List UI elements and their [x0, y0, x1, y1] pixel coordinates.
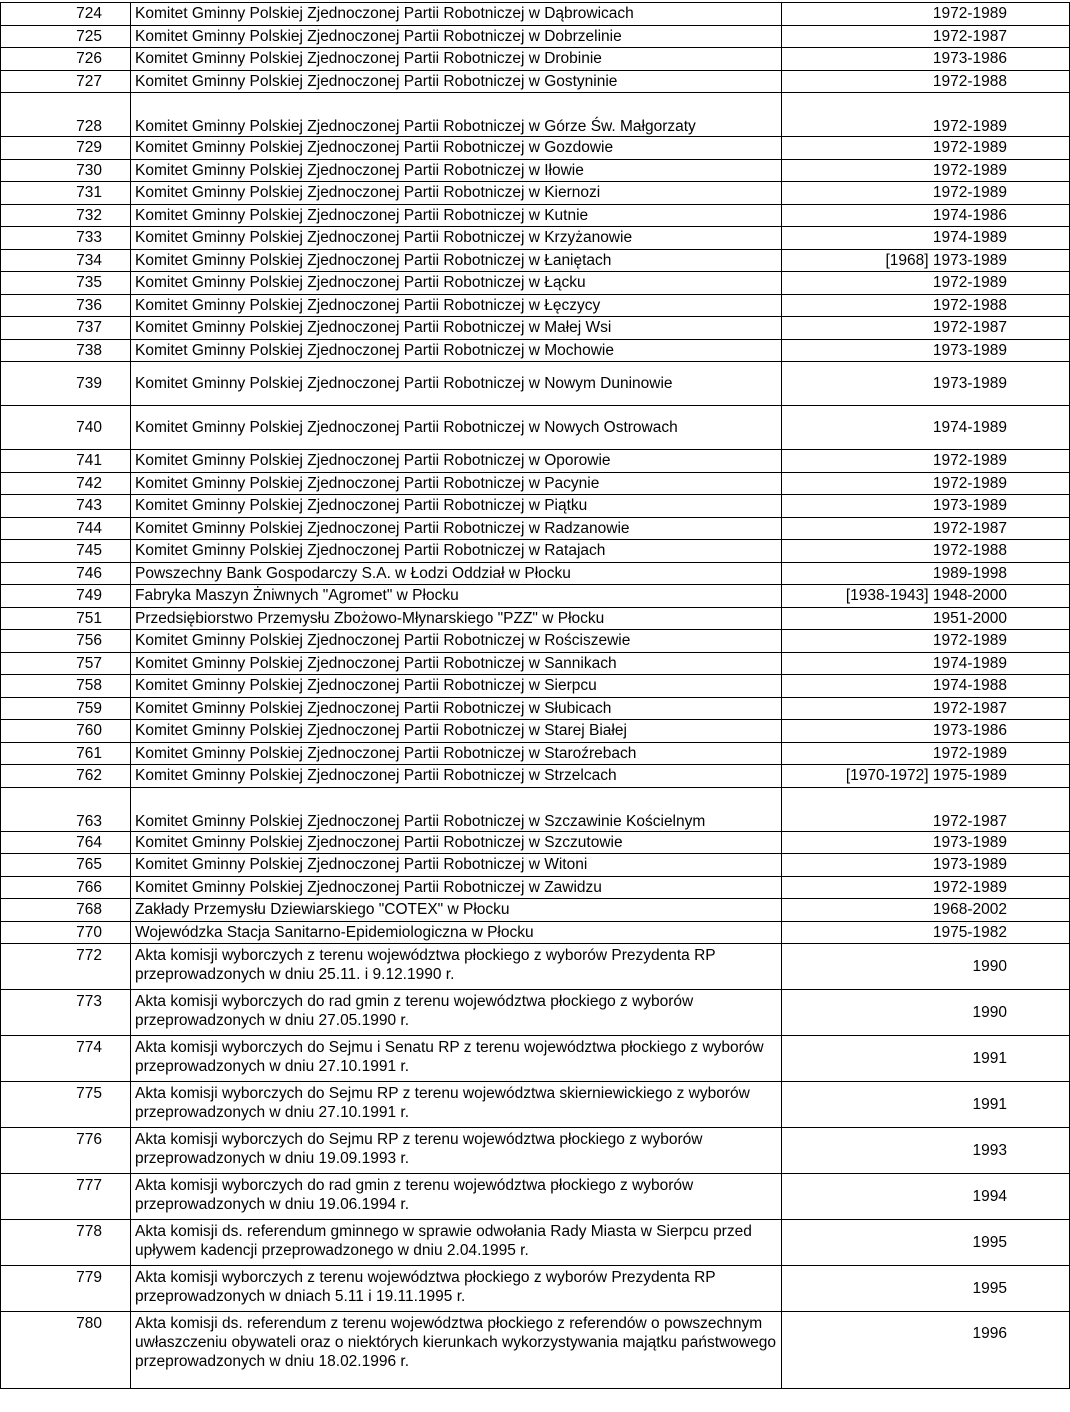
table-row	[1, 182, 1070, 205]
table-row	[1, 630, 1070, 653]
fonds-number-cell: 728	[1, 93, 131, 137]
table-row	[1, 854, 1070, 877]
fonds-name-cell: Akta komisji wyborczych z terenu województwa płockiego z wyborów Prezydenta RP przeprowadzonych w dniach 5.11 i 19.11.1995 r.	[131, 1266, 782, 1312]
table-row	[1, 137, 1070, 160]
fonds-dates-cell: 1951-2000	[782, 607, 1070, 630]
fonds-number-cell: 779	[1, 1266, 131, 1312]
fonds-number-cell: 733	[1, 227, 131, 250]
table-row	[1, 159, 1070, 182]
table-row	[1, 93, 1070, 137]
fonds-dates-cell: 1995	[782, 1266, 1070, 1312]
table-row	[1, 450, 1070, 473]
fonds-number-cell: 760	[1, 720, 131, 743]
fonds-dates-cell: 1973-1989	[782, 854, 1070, 877]
fonds-dates-cell: 1972-1987	[782, 317, 1070, 340]
fonds-number-cell: 756	[1, 630, 131, 653]
table-row	[1, 876, 1070, 899]
table-row	[1, 607, 1070, 630]
fonds-number-cell: 734	[1, 249, 131, 272]
fonds-number-cell: 732	[1, 204, 131, 227]
fonds-dates-cell: 1972-1989	[782, 272, 1070, 295]
fonds-dates-cell: 1968-2002	[782, 899, 1070, 922]
table-row	[1, 1082, 1070, 1128]
table-row	[1, 652, 1070, 675]
fonds-name-cell: Komitet Gminny Polskiej Zjednoczonej Partii Robotniczej w Witoni	[131, 854, 782, 877]
fonds-dates-cell: 1989-1998	[782, 562, 1070, 585]
fonds-name-cell: Akta komisji wyborczych do Sejmu RP z terenu województwa skierniewickiego z wyborów przeprowadzonych w dniu 27.10.1991 r.	[131, 1082, 782, 1128]
fonds-number-cell: 763	[1, 787, 131, 831]
fonds-dates-cell: 1972-1989	[782, 3, 1070, 26]
fonds-name-cell: Komitet Gminny Polskiej Zjednoczonej Partii Robotniczej w Dąbrowicach	[131, 3, 782, 26]
fonds-name-cell: Wojewódzka Stacja Sanitarno-Epidemiologiczna w Płocku	[131, 921, 782, 944]
fonds-dates-cell: 1972-1988	[782, 70, 1070, 93]
table-row	[1, 765, 1070, 788]
fonds-number-cell: 764	[1, 831, 131, 854]
fonds-dates-cell: 1973-1986	[782, 720, 1070, 743]
fonds-dates-cell: 1994	[782, 1174, 1070, 1220]
fonds-name-cell: Komitet Gminny Polskiej Zjednoczonej Partii Robotniczej w Strzelcach	[131, 765, 782, 788]
fonds-number-cell: 742	[1, 472, 131, 495]
fonds-dates-cell: [1968] 1973-1989	[782, 249, 1070, 272]
fonds-dates-cell: 1972-1989	[782, 137, 1070, 160]
fonds-name-cell: Komitet Gminny Polskiej Zjednoczonej Partii Robotniczej w Słubicach	[131, 697, 782, 720]
fonds-number-cell: 749	[1, 585, 131, 608]
fonds-name-cell: Powszechny Bank Gospodarczy S.A. w Łodzi Oddział w Płocku	[131, 562, 782, 585]
fonds-name-cell: Zakłady Przemysłu Dziewiarskiego "COTEX" w Płocku	[131, 899, 782, 922]
fonds-name-cell: Komitet Gminny Polskiej Zjednoczonej Partii Robotniczej w Łęczycy	[131, 294, 782, 317]
table-row	[1, 272, 1070, 295]
fonds-number-cell: 726	[1, 48, 131, 71]
fonds-dates-cell: 1972-1988	[782, 294, 1070, 317]
fonds-number-cell: 762	[1, 765, 131, 788]
fonds-dates-cell: 1993	[782, 1128, 1070, 1174]
fonds-name-cell: Fabryka Maszyn Żniwnych "Agromet" w Płocku	[131, 585, 782, 608]
fonds-number-cell: 770	[1, 921, 131, 944]
fonds-dates-cell: 1974-1988	[782, 675, 1070, 698]
fonds-name-cell: Komitet Gminny Polskiej Zjednoczonej Partii Robotniczej w Kutnie	[131, 204, 782, 227]
fonds-dates-cell: 1972-1989	[782, 450, 1070, 473]
table-row	[1, 899, 1070, 922]
fonds-number-cell: 766	[1, 876, 131, 899]
fonds-name-cell: Komitet Gminny Polskiej Zjednoczonej Partii Robotniczej w Nowych Ostrowach	[131, 406, 782, 450]
fonds-number-cell: 765	[1, 854, 131, 877]
fonds-number-cell: 737	[1, 317, 131, 340]
table-row	[1, 1128, 1070, 1174]
fonds-number-cell: 729	[1, 137, 131, 160]
archive-fonds-table-body	[1, 3, 1070, 1389]
fonds-name-cell: Komitet Gminny Polskiej Zjednoczonej Partii Robotniczej w Gozdowie	[131, 137, 782, 160]
fonds-number-cell: 758	[1, 675, 131, 698]
fonds-number-cell: 738	[1, 339, 131, 362]
fonds-dates-cell: 1973-1989	[782, 362, 1070, 406]
table-row	[1, 1266, 1070, 1312]
fonds-dates-cell: 1990	[782, 990, 1070, 1036]
table-row	[1, 249, 1070, 272]
table-row	[1, 48, 1070, 71]
table-row	[1, 1036, 1070, 1082]
fonds-name-cell: Akta komisji ds. referendum z terenu województwa płockiego z referendów o powszechnym uwłaszczeniu obywateli oraz o niektórych kierunkach wykorzystywania majątku państwowego przeprowadzonych w dniu 18.02.1996 r.	[131, 1312, 782, 1389]
table-row	[1, 787, 1070, 831]
fonds-dates-cell: 1972-1989	[782, 472, 1070, 495]
fonds-dates-cell: 1991	[782, 1082, 1070, 1128]
fonds-name-cell: Akta komisji wyborczych do rad gmin z terenu województwa płockiego z wyborów przeprowadzonych w dniu 27.05.1990 r.	[131, 990, 782, 1036]
fonds-dates-cell: 1973-1986	[782, 48, 1070, 71]
fonds-name-cell: Komitet Gminny Polskiej Zjednoczonej Partii Robotniczej w Małej Wsi	[131, 317, 782, 340]
table-row	[1, 472, 1070, 495]
fonds-name-cell: Akta komisji wyborczych do Sejmu i Senatu RP z terenu województwa płockiego z wyborów przeprowadzonych w dniu 27.10.1991 r.	[131, 1036, 782, 1082]
fonds-name-cell: Komitet Gminny Polskiej Zjednoczonej Partii Robotniczej w Radzanowie	[131, 517, 782, 540]
fonds-number-cell: 725	[1, 25, 131, 48]
table-row	[1, 944, 1070, 990]
table-row	[1, 3, 1070, 26]
table-row	[1, 204, 1070, 227]
fonds-name-cell: Komitet Gminny Polskiej Zjednoczonej Partii Robotniczej w Szczawinie Kościelnym	[131, 787, 782, 831]
table-row	[1, 25, 1070, 48]
fonds-name-cell: Akta komisji wyborczych do rad gmin z terenu województwa płockiego z wyborów przeprowadzonych w dniu 19.06.1994 r.	[131, 1174, 782, 1220]
fonds-number-cell: 772	[1, 944, 131, 990]
fonds-dates-cell: 1972-1989	[782, 630, 1070, 653]
fonds-dates-cell: 1991	[782, 1036, 1070, 1082]
fonds-dates-cell: 1972-1989	[782, 742, 1070, 765]
table-row	[1, 70, 1070, 93]
archive-fonds-table	[0, 2, 1070, 1389]
fonds-number-cell: 759	[1, 697, 131, 720]
table-row	[1, 585, 1070, 608]
fonds-dates-cell: 1972-1987	[782, 787, 1070, 831]
fonds-number-cell: 746	[1, 562, 131, 585]
fonds-number-cell: 736	[1, 294, 131, 317]
fonds-dates-cell: 1974-1989	[782, 227, 1070, 250]
fonds-number-cell: 744	[1, 517, 131, 540]
fonds-number-cell: 776	[1, 1128, 131, 1174]
table-row	[1, 495, 1070, 518]
fonds-dates-cell: 1972-1989	[782, 182, 1070, 205]
fonds-name-cell: Przedsiębiorstwo Przemysłu Zbożowo-Młynarskiego "PZZ" w Płocku	[131, 607, 782, 630]
fonds-number-cell: 727	[1, 70, 131, 93]
fonds-number-cell: 735	[1, 272, 131, 295]
table-row	[1, 720, 1070, 743]
fonds-number-cell: 778	[1, 1220, 131, 1266]
fonds-dates-cell: 1995	[782, 1220, 1070, 1266]
fonds-dates-cell: 1972-1989	[782, 159, 1070, 182]
table-row	[1, 1174, 1070, 1220]
fonds-dates-cell: 1974-1989	[782, 652, 1070, 675]
fonds-number-cell: 773	[1, 990, 131, 1036]
fonds-dates-cell: 1996	[782, 1312, 1070, 1389]
fonds-name-cell: Komitet Gminny Polskiej Zjednoczonej Partii Robotniczej w Starej Białej	[131, 720, 782, 743]
fonds-dates-cell: 1972-1988	[782, 540, 1070, 563]
table-row	[1, 339, 1070, 362]
table-row	[1, 697, 1070, 720]
table-row	[1, 227, 1070, 250]
table-row	[1, 317, 1070, 340]
fonds-number-cell: 741	[1, 450, 131, 473]
fonds-dates-cell: 1972-1987	[782, 697, 1070, 720]
fonds-number-cell: 777	[1, 1174, 131, 1220]
fonds-name-cell: Akta komisji ds. referendum gminnego w sprawie odwołania Rady Miasta w Sierpcu przed upływem kadencji przeprowadzonego w dniu 2.04.1995 r.	[131, 1220, 782, 1266]
fonds-number-cell: 743	[1, 495, 131, 518]
table-row	[1, 675, 1070, 698]
fonds-number-cell: 730	[1, 159, 131, 182]
fonds-number-cell: 724	[1, 3, 131, 26]
table-row	[1, 540, 1070, 563]
fonds-number-cell: 745	[1, 540, 131, 563]
table-row	[1, 294, 1070, 317]
fonds-name-cell: Komitet Gminny Polskiej Zjednoczonej Partii Robotniczej w Szczutowie	[131, 831, 782, 854]
fonds-name-cell: Komitet Gminny Polskiej Zjednoczonej Partii Robotniczej w Sannikach	[131, 652, 782, 675]
fonds-dates-cell: 1972-1989	[782, 93, 1070, 137]
fonds-dates-cell: 1974-1989	[782, 406, 1070, 450]
fonds-name-cell: Komitet Gminny Polskiej Zjednoczonej Partii Robotniczej w Rościszewie	[131, 630, 782, 653]
fonds-name-cell: Komitet Gminny Polskiej Zjednoczonej Partii Robotniczej w Dobrzelinie	[131, 25, 782, 48]
table-row	[1, 562, 1070, 585]
fonds-number-cell: 739	[1, 362, 131, 406]
table-row	[1, 1220, 1070, 1266]
fonds-dates-cell: 1972-1989	[782, 876, 1070, 899]
fonds-dates-cell: 1973-1989	[782, 831, 1070, 854]
table-row	[1, 517, 1070, 540]
table-row	[1, 831, 1070, 854]
table-row	[1, 921, 1070, 944]
table-row	[1, 362, 1070, 406]
fonds-number-cell: 780	[1, 1312, 131, 1389]
table-row	[1, 990, 1070, 1036]
fonds-dates-cell: 1973-1989	[782, 495, 1070, 518]
fonds-name-cell: Komitet Gminny Polskiej Zjednoczonej Partii Robotniczej w Drobinie	[131, 48, 782, 71]
fonds-dates-cell: 1973-1989	[782, 339, 1070, 362]
fonds-number-cell: 740	[1, 406, 131, 450]
fonds-dates-cell: 1972-1987	[782, 517, 1070, 540]
fonds-name-cell: Komitet Gminny Polskiej Zjednoczonej Partii Robotniczej w Łaniętach	[131, 249, 782, 272]
fonds-dates-cell: 1972-1987	[782, 25, 1070, 48]
fonds-number-cell: 775	[1, 1082, 131, 1128]
fonds-name-cell: Komitet Gminny Polskiej Zjednoczonej Partii Robotniczej w Sierpcu	[131, 675, 782, 698]
fonds-dates-cell: [1938-1943] 1948-2000	[782, 585, 1070, 608]
fonds-number-cell: 731	[1, 182, 131, 205]
fonds-name-cell: Komitet Gminny Polskiej Zjednoczonej Partii Robotniczej w Łącku	[131, 272, 782, 295]
fonds-dates-cell: [1970-1972] 1975-1989	[782, 765, 1070, 788]
fonds-number-cell: 761	[1, 742, 131, 765]
fonds-name-cell: Komitet Gminny Polskiej Zjednoczonej Partii Robotniczej w Piątku	[131, 495, 782, 518]
fonds-name-cell: Komitet Gminny Polskiej Zjednoczonej Partii Robotniczej w Nowym Duninowie	[131, 362, 782, 406]
fonds-dates-cell: 1975-1982	[782, 921, 1070, 944]
fonds-name-cell: Komitet Gminny Polskiej Zjednoczonej Partii Robotniczej w Mochowie	[131, 339, 782, 362]
fonds-name-cell: Komitet Gminny Polskiej Zjednoczonej Partii Robotniczej w Pacynie	[131, 472, 782, 495]
table-row	[1, 742, 1070, 765]
fonds-name-cell: Akta komisji wyborczych do Sejmu RP z terenu województwa płockiego z wyborów przeprowadzonych w dniu 19.09.1993 r.	[131, 1128, 782, 1174]
fonds-number-cell: 751	[1, 607, 131, 630]
fonds-name-cell: Komitet Gminny Polskiej Zjednoczonej Partii Robotniczej w Krzyżanowie	[131, 227, 782, 250]
fonds-number-cell: 774	[1, 1036, 131, 1082]
fonds-name-cell: Komitet Gminny Polskiej Zjednoczonej Partii Robotniczej w Zawidzu	[131, 876, 782, 899]
fonds-dates-cell: 1990	[782, 944, 1070, 990]
fonds-name-cell: Komitet Gminny Polskiej Zjednoczonej Partii Robotniczej w Staroźrebach	[131, 742, 782, 765]
table-row	[1, 1312, 1070, 1389]
fonds-name-cell: Komitet Gminny Polskiej Zjednoczonej Partii Robotniczej w Oporowie	[131, 450, 782, 473]
fonds-name-cell: Komitet Gminny Polskiej Zjednoczonej Partii Robotniczej w Gostyninie	[131, 70, 782, 93]
fonds-name-cell: Komitet Gminny Polskiej Zjednoczonej Partii Robotniczej w Ratajach	[131, 540, 782, 563]
fonds-name-cell: Komitet Gminny Polskiej Zjednoczonej Partii Robotniczej w Górze Św. Małgorzaty	[131, 93, 782, 137]
fonds-name-cell: Akta komisji wyborczych z terenu województwa płockiego z wyborów Prezydenta RP przeprowadzonych w dniu 25.11. i 9.12.1990 r.	[131, 944, 782, 990]
fonds-number-cell: 757	[1, 652, 131, 675]
fonds-dates-cell: 1974-1986	[782, 204, 1070, 227]
table-row	[1, 406, 1070, 450]
fonds-name-cell: Komitet Gminny Polskiej Zjednoczonej Partii Robotniczej w Iłowie	[131, 159, 782, 182]
fonds-name-cell: Komitet Gminny Polskiej Zjednoczonej Partii Robotniczej w Kiernozi	[131, 182, 782, 205]
fonds-number-cell: 768	[1, 899, 131, 922]
